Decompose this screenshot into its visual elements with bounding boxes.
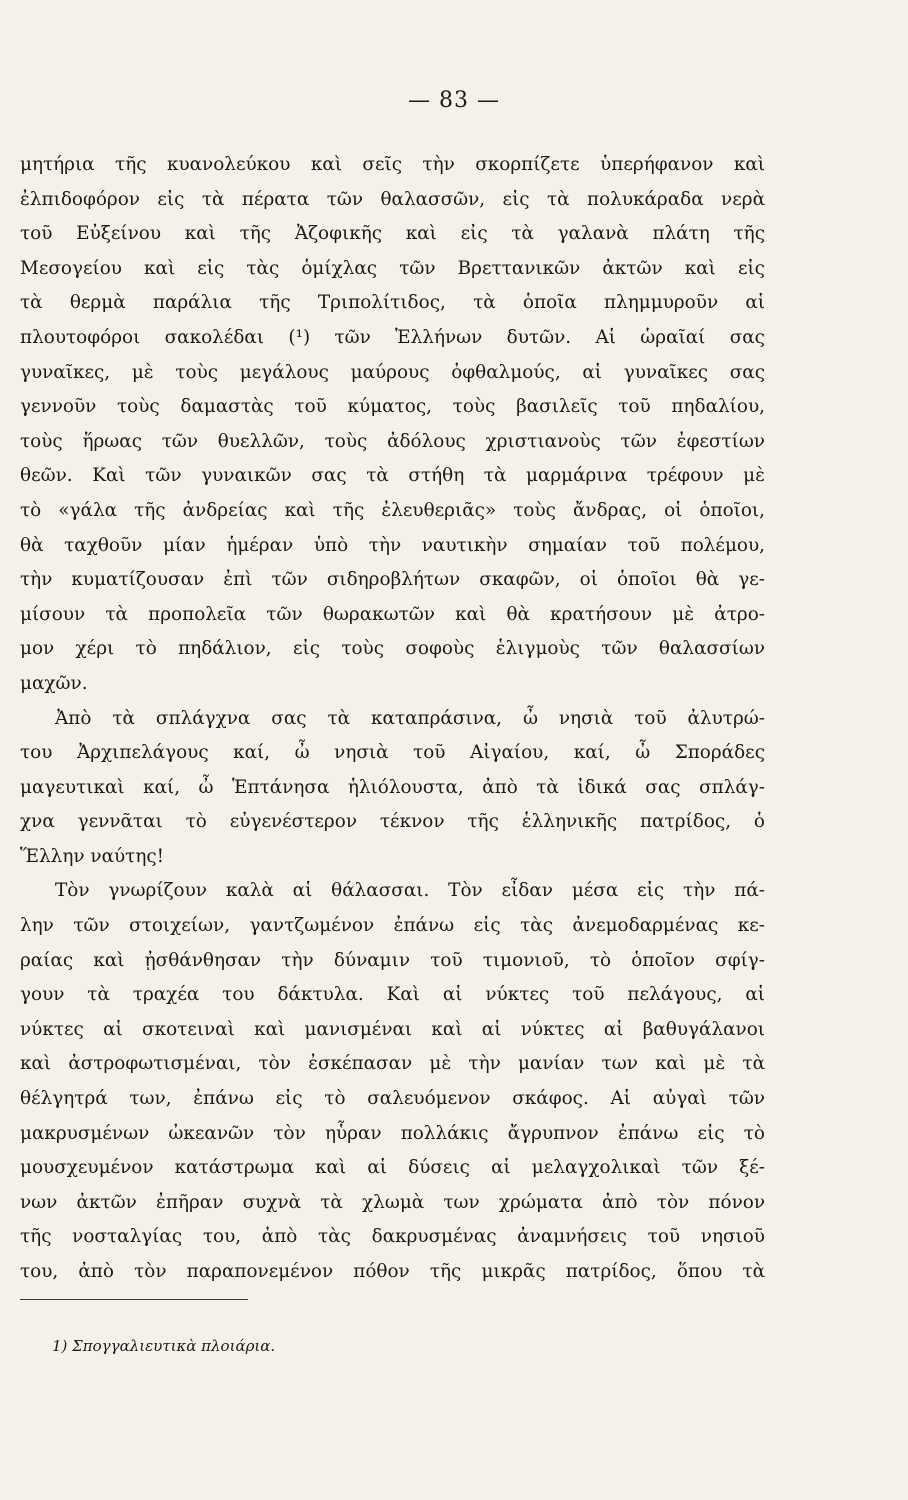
body-text [20,148,765,1290]
text-line: θεῶν. Καὶ τῶν γυναικῶν σας τὰ στήθη τὰ μαρμάρινα τρέφουν μὲ [20,465,765,487]
text-line: Τὸν γνωρίζουν καλὰ αἱ θάλασσαι. Τὸν εἶδαν μέσα εἰς τὴν πά- [55,880,765,902]
text-line: γουν τὰ τραχέα του δάκτυλα. Καὶ αἱ νύκτες τοῦ πελάγους, αἱ [20,984,765,1006]
text-line: μακρυσμένων ὠκεανῶν τὸν ηὗραν πολλάκις ἄγρυπνον ἐπάνω εἰς τὸ [20,1122,765,1144]
text-line: του Ἀρχιπελάγους καί, ὦ νησιὰ τοῦ Αἰγαίου, καί, ὦ Σποράδες [20,742,765,764]
text-line: μίσουν τὰ προπολεῖα τῶν θωρακωτῶν καὶ θὰ κρατήσουν μὲ ἀτρο- [20,603,765,625]
text-line: Ἀπὸ τὰ σπλάγχνα σας τὰ καταπράσινα, ὦ νησιὰ τοῦ ἀλυτρώ- [55,707,765,729]
text-line: ἐλπιδοφόρον εἰς τὰ πέρατα τῶν θαλασσῶν, εἰς τὰ πολυκάραδα νερὰ [20,188,765,210]
text-line: πλουτοφόροι σακολέδαι (¹) τῶν Ἑλλήνων δυτῶν. Αἱ ὡραῖαί σας [20,326,765,348]
text-line: τῆς νοσταλγίας του, ἀπὸ τὰς δακρυσμένας ἀναμνήσεις τοῦ νησιοῦ [20,1226,765,1248]
text-line: τὴν κυματίζουσαν ἐπὶ τῶν σιδηροβλήτων σκαφῶν, οἱ ὁποῖοι θὰ γε- [20,569,765,591]
text-line: θέλγητρά των, ἐπάνω εἰς τὸ σαλευόμενον σκάφος. Αἱ αὐγαὶ τῶν [20,1088,765,1110]
text-line: θὰ ταχθοῦν μίαν ἡμέραν ὑπὸ τὴν ναυτικὴν σημαίαν τοῦ πολέμου, [20,534,765,556]
text-line: γεννοῦν τοὺς δαμαστὰς τοῦ κύματος, τοὺς βασιλεῖς τοῦ πηδαλίου, [20,396,765,418]
text-line: τοὺς ἥρωας τῶν θυελλῶν, τοὺς ἀδόλους χριστιανοὺς τῶν ἐφεστίων [20,430,765,452]
text-line: τὰ θερμὰ παράλια τῆς Τριπολίτιδος, τὰ ὁποῖα πλημμυροῦν αἱ [20,292,765,314]
text-line: λην τῶν στοιχείων, γαντζωμένον ἐπάνω εἰς τὰς ἀνεμοδαρμένας κε- [20,915,765,937]
text-line: του, ἀπὸ τὸν παραπονεμένον πόθον τῆς μικρᾶς πατρίδος, ὅπου τὰ [20,1261,765,1282]
page-number: — 83 — [408,88,500,113]
text-line: γυναῖκες, μὲ τοὺς μεγάλους μαύρους ὀφθαλμούς, αἱ γυναῖκες σας [20,361,765,383]
text-line: τὸ «γάλα τῆς ἀνδρείας καὶ τῆς ἐλευθεριᾶς» τοὺς ἄνδρας, οἱ ὁποῖοι, [20,499,765,521]
text-line: μαχῶν. [20,672,88,694]
text-line: Μεσογείου καὶ εἰς τὰς ὁμίχλας τῶν Βρεττανικῶν ἀκτῶν καὶ εἰς [20,257,765,279]
text-line: ραίας καὶ ᾐσθάνθησαν τὴν δύναμιν τοῦ τιμονιοῦ, τὸ ὁποῖον σφίγ- [20,949,765,971]
text-line: τοῦ Εὐξείνου καὶ τῆς Ἀζοφικῆς καὶ εἰς τὰ γαλανὰ πλάτη τῆς [20,223,765,245]
text-line: μον χέρι τὸ πηδάλιον, εἰς τοὺς σοφοὺς ἑλιγμοὺς τῶν θαλασσίων [20,638,765,660]
text-line: μουσχευμένον κατάστρωμα καὶ αἱ δύσεις αἱ μελαγχολικαὶ τῶν ξέ- [20,1157,765,1179]
footnote: 1) Σπογγαλιευτικὰ πλοιάρια. [52,1337,276,1355]
text-line: νων ἀκτῶν ἐπῆραν συχνὰ τὰ χλωμὰ των χρώματα ἀπὸ τὸν πόνον [20,1191,765,1213]
footnote-divider [20,1299,248,1300]
text-line: μαγευτικαὶ καί, ὦ Ἑπτάνησα ἡλιόλουστα, ἀπὸ τὰ ἰδικά σας σπλάγ- [20,776,765,798]
text-line: νύκτες αἱ σκοτειναὶ καὶ μανισμέναι καὶ αἱ νύκτες αἱ βαθυγάλανοι [20,1018,765,1040]
text-line: καὶ ἀστροφωτισμέναι, τὸν ἐσκέπασαν μὲ τὴν μανίαν των καὶ μὲ τὰ [20,1053,765,1075]
text-line: μητήρια τῆς κυανολεύκου καὶ σεῖς τὴν σκορπίζετε ὑπερήφανον καὶ [20,154,765,175]
text-line: χνα γεννᾶται τὸ εὐγενέστερον τέκνον τῆς ἑλληνικῆς πατρίδος, ὁ [20,811,765,833]
text-line: Ἕλλην ναύτης! [20,845,165,867]
